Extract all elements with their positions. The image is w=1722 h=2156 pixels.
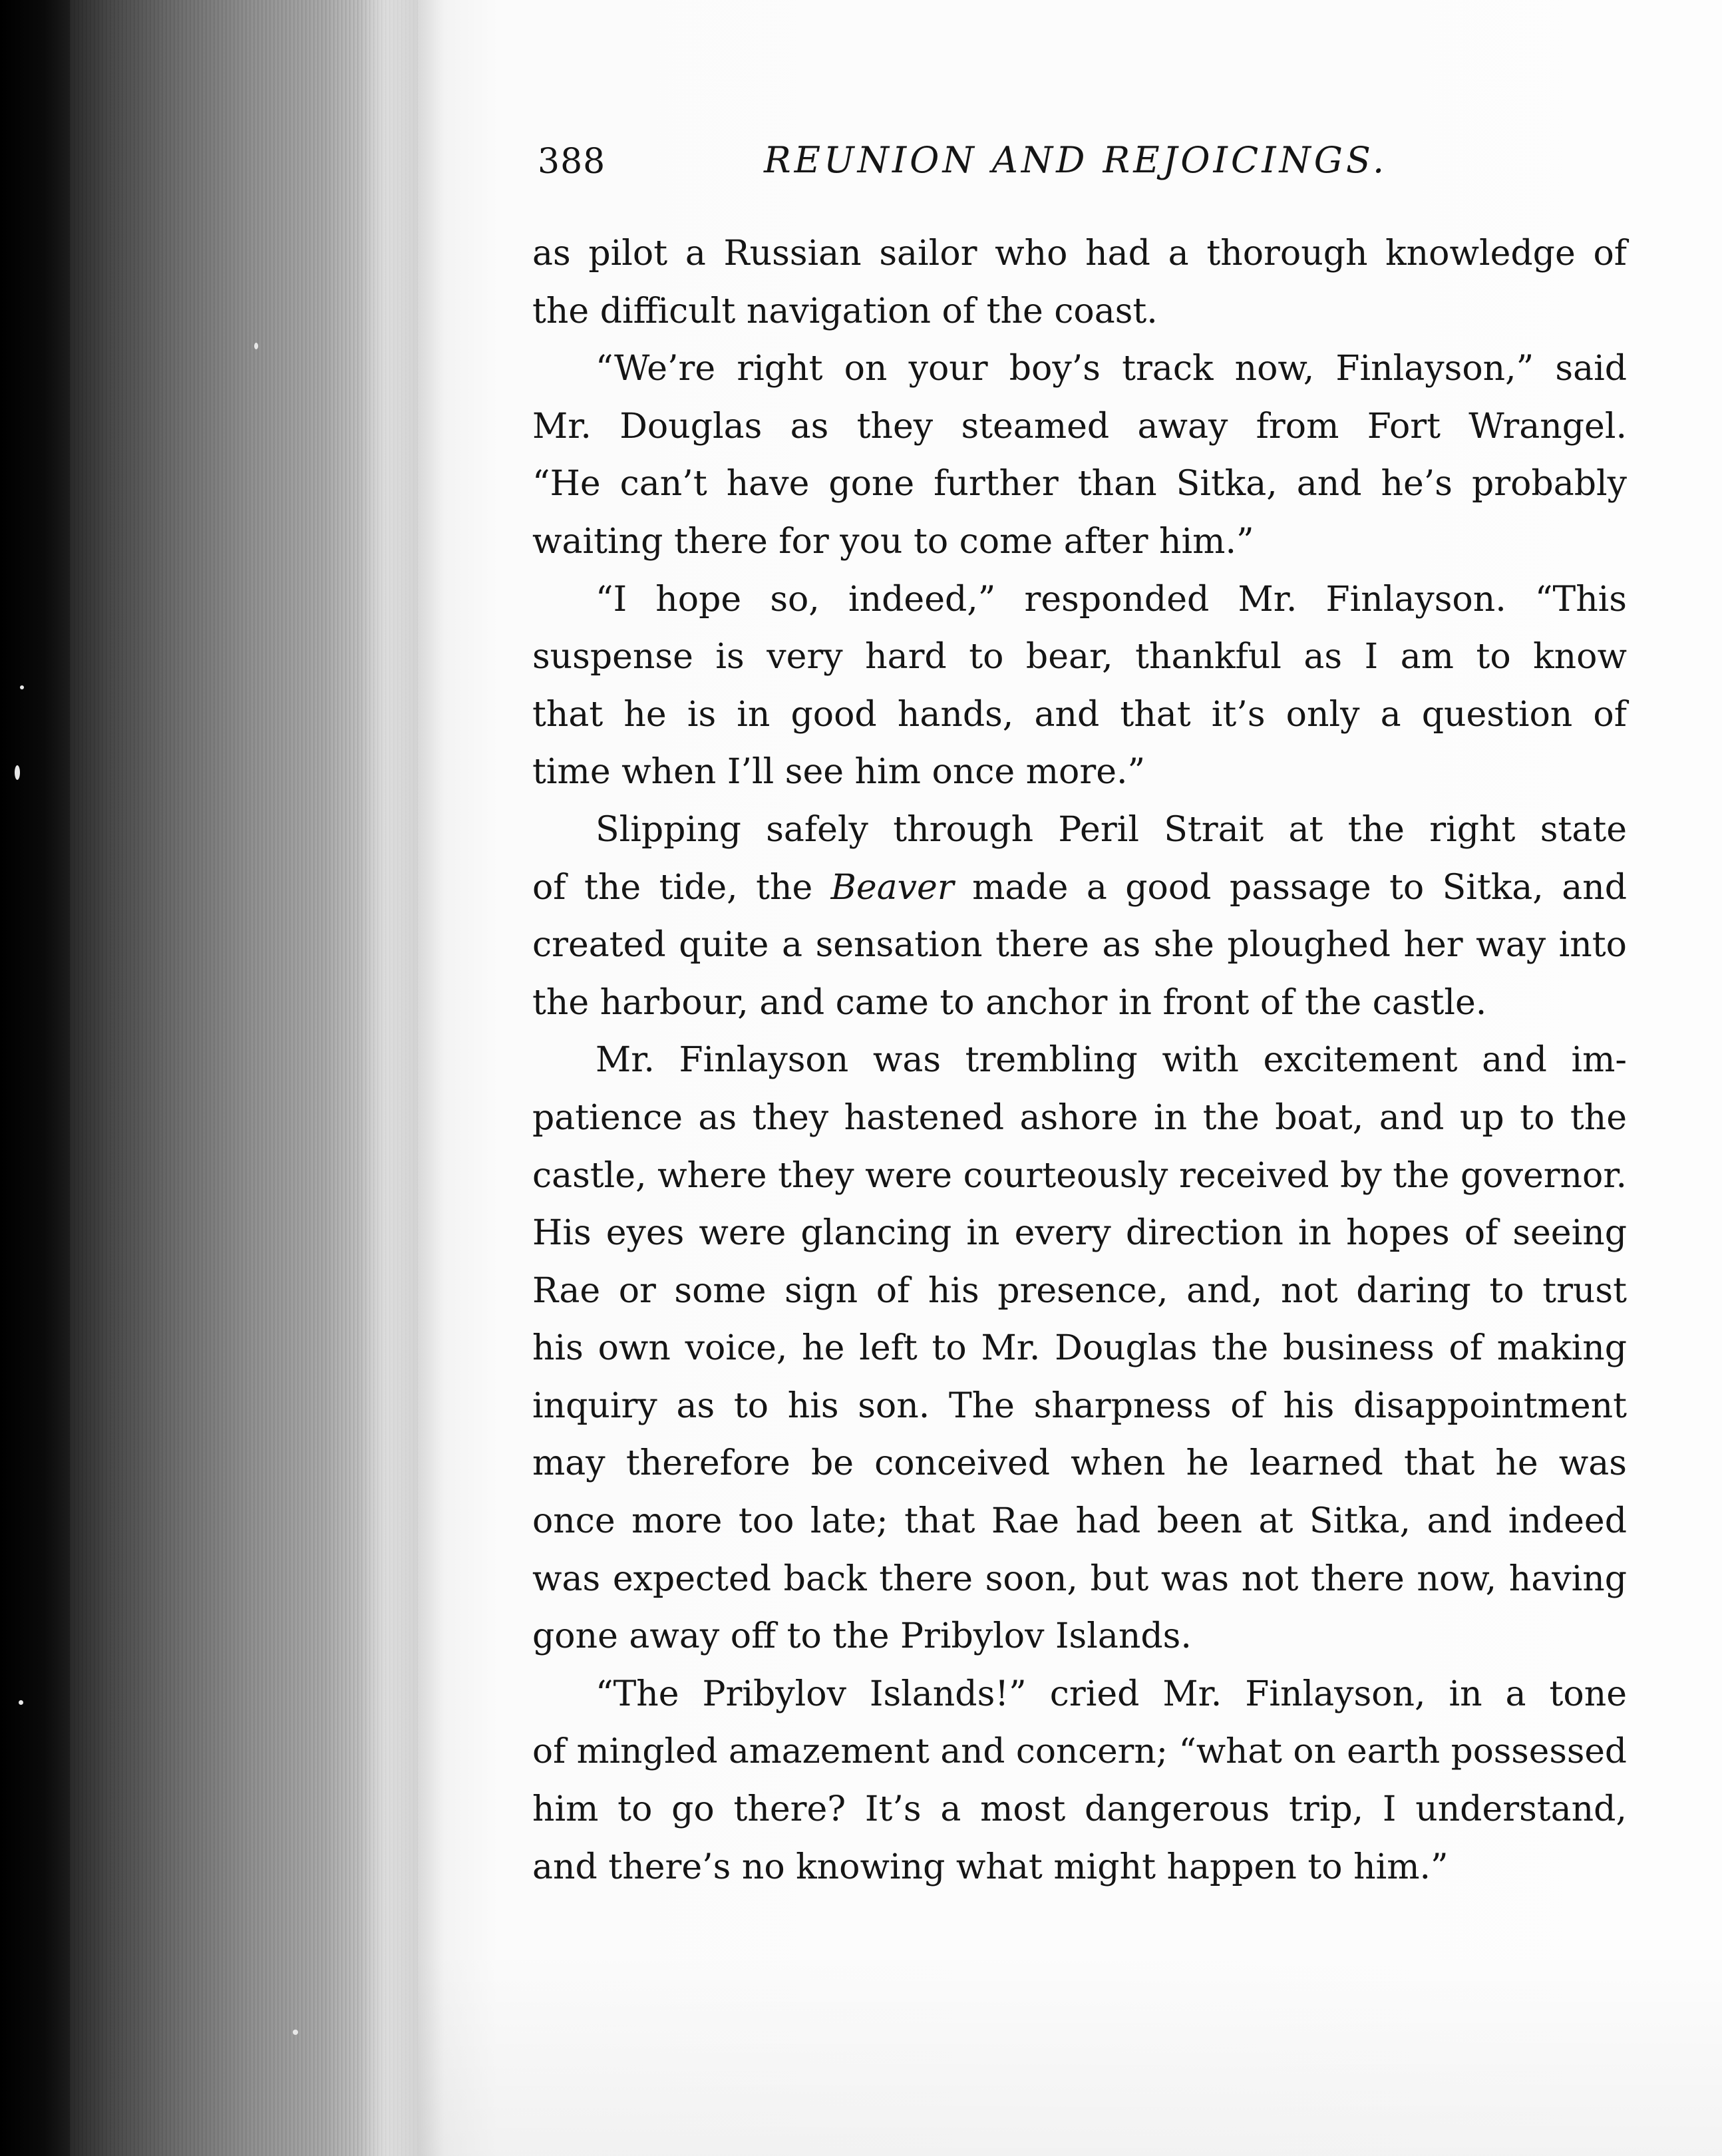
scan-border <box>0 0 73 2156</box>
ship-name: Beaver <box>830 867 954 908</box>
scan-speck <box>293 2030 298 2035</box>
text-line: inquiry as to his son. The sharpness of his disappointment <box>532 1385 1627 1426</box>
text-line: once more too late; that Rae had been at Sitka, and indeed <box>532 1501 1627 1542</box>
scan-speck <box>15 765 20 780</box>
text-line: gone away off to the Pribylov Islands. <box>532 1616 1192 1657</box>
text-line: was expected back there soon, but was not there now, having <box>532 1558 1627 1599</box>
text-fragment: of the tide, the <box>532 867 831 908</box>
text-line: him to go there? It’s a most dangerous trip, I understand, <box>532 1789 1627 1830</box>
text-line: his own voice, he left to Mr. Douglas the business of making <box>532 1328 1627 1369</box>
text-line: of mingled amazement and concern; “what on earth possessed <box>532 1731 1627 1772</box>
text-line: Slipping safely through Peril Strait at the right state <box>596 809 1627 850</box>
text-fragment: made a good passage to Sitka, and <box>953 867 1628 908</box>
text-line: waiting there for you to come after him.” <box>532 521 1254 562</box>
page-bottom-shade <box>418 1950 1722 2156</box>
running-title: REUNION AND REJOICINGS. <box>764 139 1388 181</box>
text-line: created quite a sensation there as she ploughed her way into <box>532 925 1627 966</box>
text-line: and there’s no knowing what might happen to him.” <box>532 1847 1449 1887</box>
page-number: 388 <box>538 142 606 182</box>
text-line: Rae or some sign of his presence, and, not daring to trust <box>532 1270 1627 1311</box>
text-line: that he is in good hands, and that it’s only a question of <box>532 694 1627 735</box>
text-line: may therefore be conceived when he learned that he was <box>532 1443 1627 1484</box>
text-line: the harbour, and came to anchor in front of the castle. <box>532 982 1487 1023</box>
text-line: as pilot a Russian sailor who had a thorough knowledge of <box>532 234 1627 273</box>
text-line: suspense is very hard to bear, thankful as I am to know <box>532 637 1627 677</box>
text-line: castle, where they were courteously received by the governor. <box>532 1155 1627 1196</box>
running-head <box>538 136 1629 196</box>
text-line: His eyes were glancing in every direction in hopes of seeing <box>532 1213 1627 1254</box>
scan-speck <box>19 1700 23 1705</box>
text-line: Mr. Finlayson was trembling with excitement and im- <box>596 1040 1627 1081</box>
text-line: Mr. Douglas as they steamed away from Fort Wrangel. <box>532 406 1627 447</box>
text-line: the difficult navigation of the coast. <box>532 291 1158 331</box>
body-text <box>532 225 1627 1896</box>
scan-speck <box>254 343 258 349</box>
text-line: time when I’ll see him once more.” <box>532 752 1146 793</box>
text-line: “The Pribylov Islands!” cried Mr. Finlayson, in a tone <box>596 1674 1627 1714</box>
text-line <box>532 859 1627 917</box>
text-line: “We’re right on your boy’s track now, Finlayson,” said <box>596 349 1627 389</box>
gutter-shadow <box>359 0 426 2156</box>
scan-speck <box>20 685 24 689</box>
text-line: patience as they hastened ashore in the boat, and up to the <box>532 1097 1627 1138</box>
text-line: “He can’t have gone further than Sitka, and he’s probably <box>532 464 1627 504</box>
text-line: “I hope so, indeed,” responded Mr. Finlayson. “This <box>596 579 1627 620</box>
